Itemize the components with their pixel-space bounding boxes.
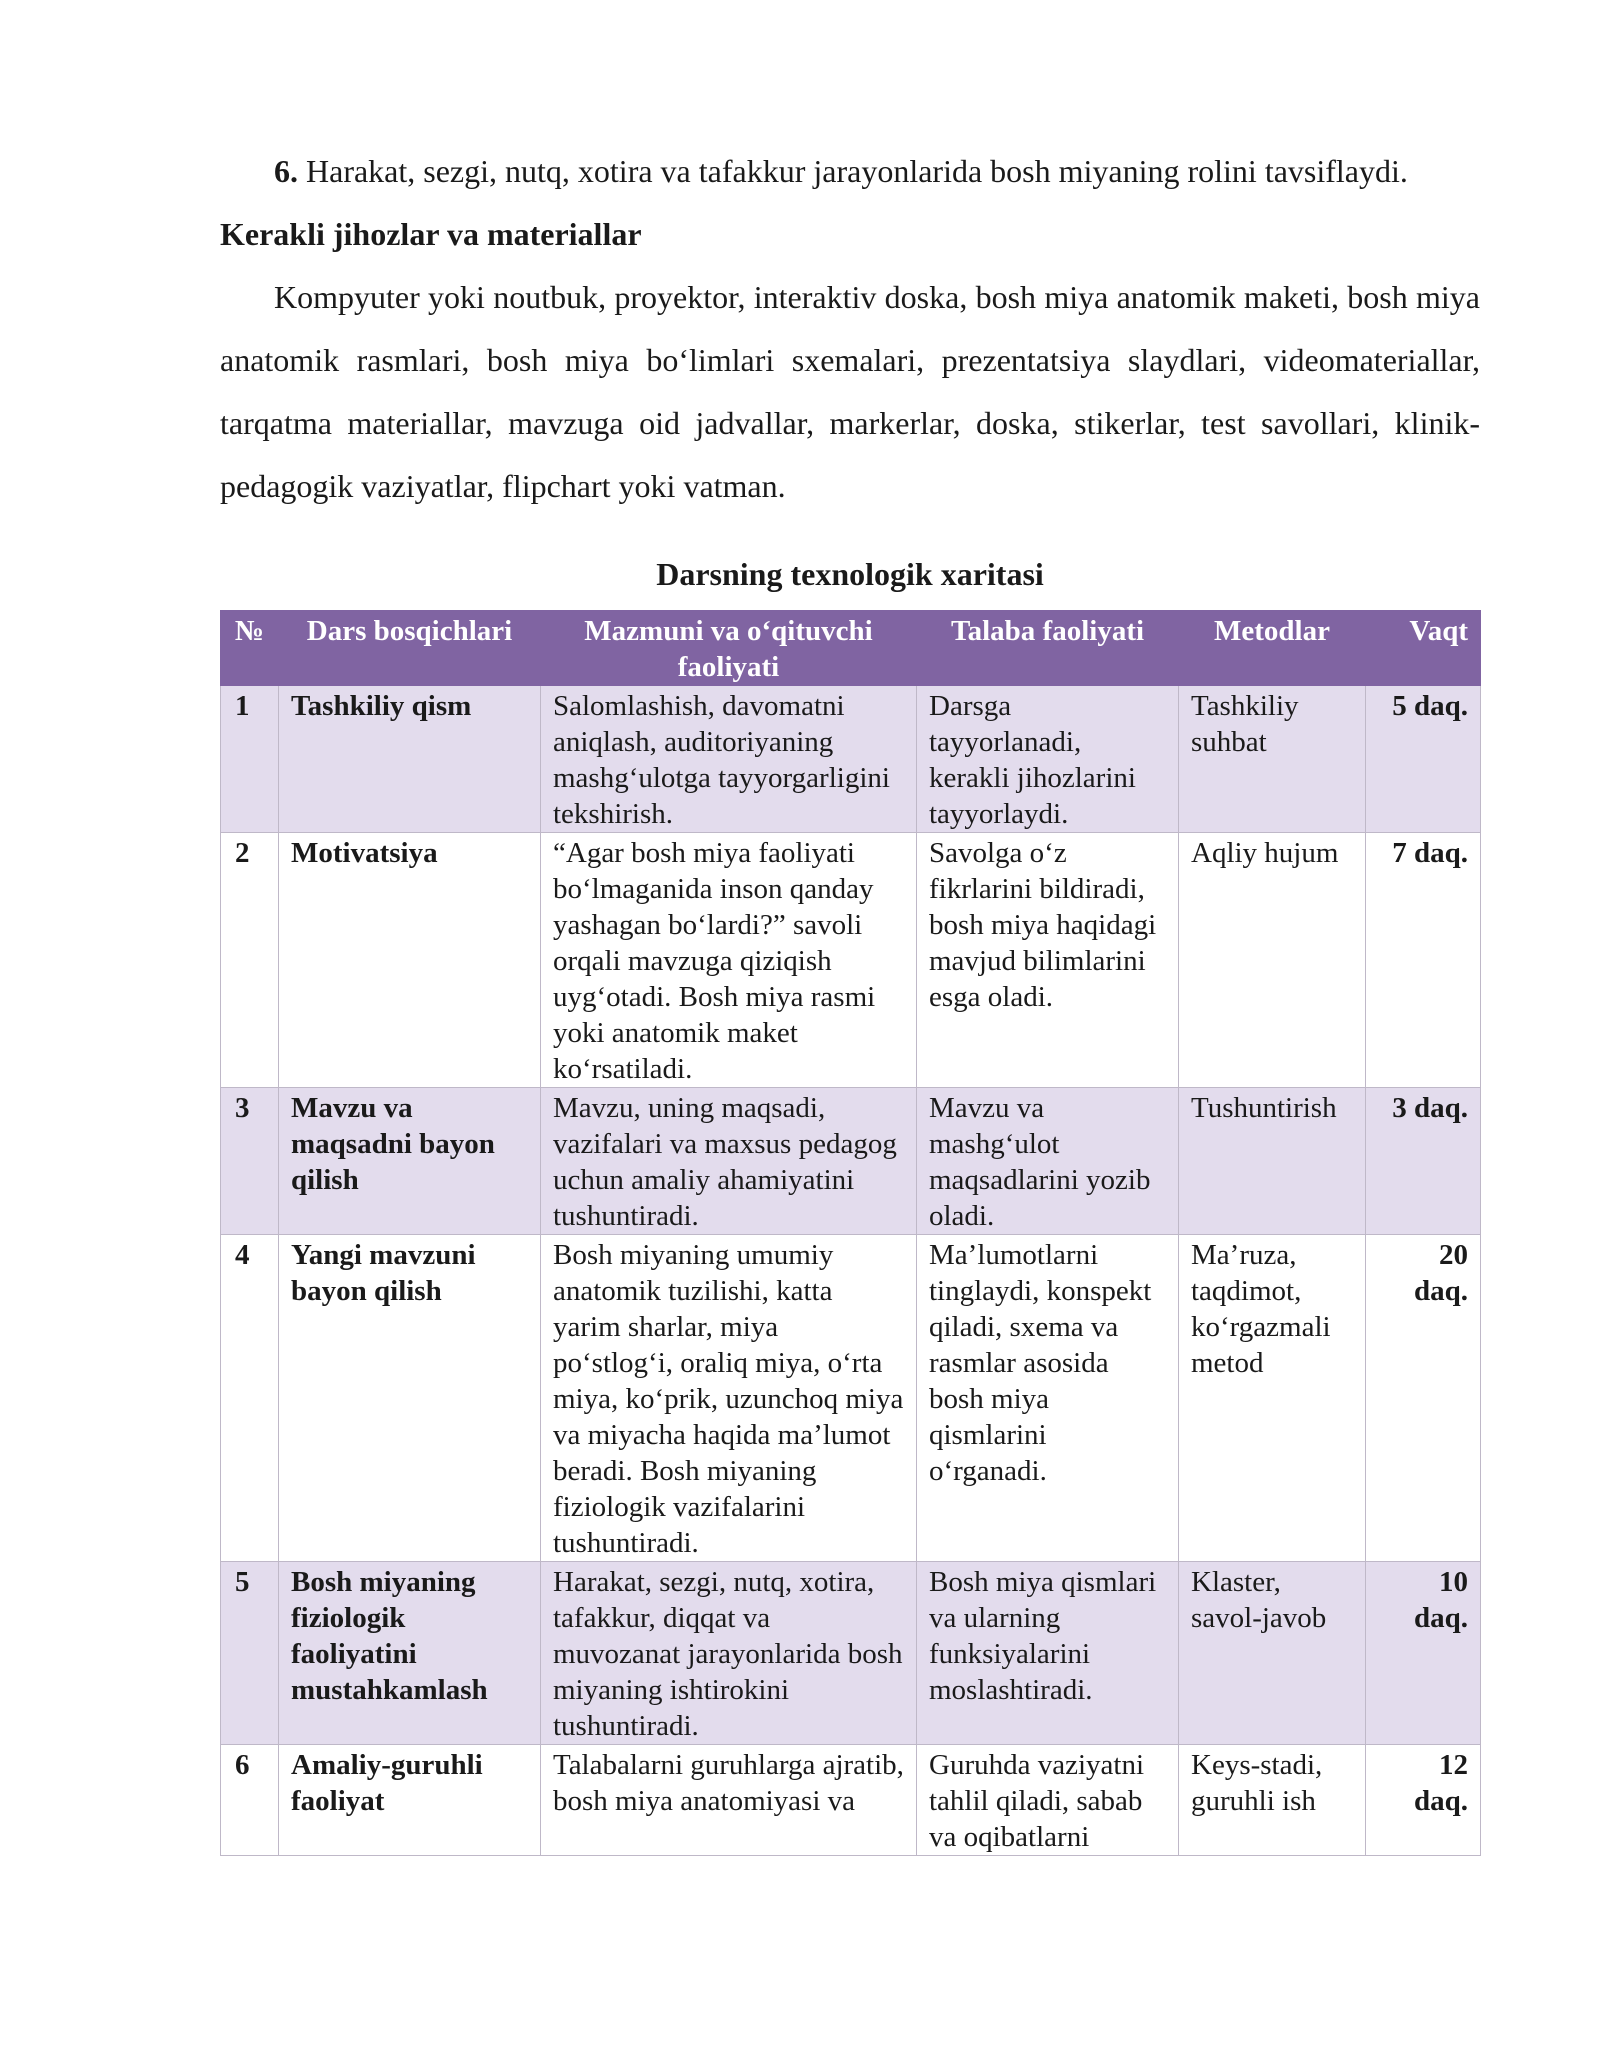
row-content: Bosh miyaning umumiy anatomik tuzilishi, katta yarim sharlar, miya po‘stlog‘i, oraliq miya, o‘rta miya, ko‘prik, uzunchoq miya va miyacha haqida ma’lumot beradi. Bosh miyaning fiziologik vazifalarini tushuntiradi.	[541, 1235, 917, 1562]
row-method: Ma’ruza, taqdimot, ko‘rgazmali metod	[1179, 1235, 1366, 1562]
row-stage: Tashkiliy qism	[279, 686, 541, 833]
row-method: Keys-stadi, guruhli ish	[1179, 1745, 1366, 1856]
row-method: Tashkiliy suhbat	[1179, 686, 1366, 833]
row-number: 6	[221, 1745, 279, 1856]
row-method: Tushuntirish	[1179, 1088, 1366, 1235]
materials-heading: Kerakli jihozlar va materiallar	[220, 216, 642, 252]
table-row	[221, 686, 1481, 833]
table-row	[221, 1088, 1481, 1235]
header-student: Talaba faoliyati	[917, 611, 1179, 686]
table-row	[221, 1745, 1481, 1856]
row-content: Mavzu, uning maqsadi, vazifalari va maxsus pedagog uchun amaliy ahamiyatini tushuntiradi.	[541, 1088, 917, 1235]
row-stage: Yangi mavzuni bayon qilish	[279, 1235, 541, 1562]
row-number: 3	[221, 1088, 279, 1235]
row-number: 2	[221, 833, 279, 1088]
objective-text: Harakat, sezgi, nutq, xotira va tafakkur jarayonlarida bosh miyaning rolini tavsiflaydi.	[306, 153, 1408, 189]
table-row	[221, 1235, 1481, 1562]
row-number: 1	[221, 686, 279, 833]
header-time: Vaqt	[1366, 611, 1481, 686]
materials-text: Kompyuter yoki noutbuk, proyektor, interaktiv doska, bosh miya anatomik maketi, bosh miya anatomik rasmlari, bosh miya bo‘limlari sxemalari, prezentatsiya slaydlari, videomateriallar, tarqatma materiallar, mavzuga oid jadvallar, markerlar, doska, stikerlar, test savollari, klinik-pedagogik vaziyatlar, flipchart yoki vatman.	[220, 279, 1480, 504]
row-time: 10 daq.	[1366, 1562, 1481, 1745]
objective-number: 6.	[274, 153, 298, 189]
row-time: 20 daq.	[1366, 1235, 1481, 1562]
row-student: Guruhda vaziyatni tahlil qiladi, sabab va oqibatlarni	[917, 1745, 1179, 1856]
row-method: Aqliy hujum	[1179, 833, 1366, 1088]
table-header-row	[221, 611, 1481, 686]
row-student: Ma’lumotlarni tinglaydi, konspekt qiladi, sxema va rasmlar asosida bosh miya qismlarini o‘rganadi.	[917, 1235, 1179, 1562]
table-row	[221, 833, 1481, 1088]
header-number: №	[221, 611, 279, 686]
table-row	[221, 1562, 1481, 1745]
row-time: 12 daq.	[1366, 1745, 1481, 1856]
row-stage: Amaliy-guruhli faoliyat	[279, 1745, 541, 1856]
header-method: Metodlar	[1179, 611, 1366, 686]
row-method: Klaster, savol-javob	[1179, 1562, 1366, 1745]
row-stage: Motivatsiya	[279, 833, 541, 1088]
row-student: Mavzu va mashg‘ulot maqsadlarini yozib oladi.	[917, 1088, 1179, 1235]
table-title: Darsning texnologik xaritasi	[656, 556, 1044, 592]
row-student: Bosh miya qismlari va ularning funksiyalarini moslashtiradi.	[917, 1562, 1179, 1745]
row-content: Harakat, sezgi, nutq, xotira, tafakkur, diqqat va muvozanat jarayonlarida bosh miyaning ishtirokini tushuntiradi.	[541, 1562, 917, 1745]
row-student: Darsga tayyorlanadi, kerakli jihozlarini tayyorlaydi.	[917, 686, 1179, 833]
objective-item	[220, 140, 1480, 203]
lesson-plan-table	[220, 610, 1481, 1856]
row-time: 3 daq.	[1366, 1088, 1481, 1235]
row-student: Savolga o‘z fikrlarini bildiradi, bosh miya haqidagi mavjud bilimlarini esga oladi.	[917, 833, 1179, 1088]
row-stage: Bosh miyaning fiziologik faoliyatini mustahkamlash	[279, 1562, 541, 1745]
row-number: 4	[221, 1235, 279, 1562]
row-stage: Mavzu va maqsadni bayon qilish	[279, 1088, 541, 1235]
row-content: Salomlashish, davomatni aniqlash, auditoriyaning mashg‘ulotga tayyorgarligini tekshirish.	[541, 686, 917, 833]
row-time: 5 daq.	[1366, 686, 1481, 833]
document-page	[220, 140, 1480, 1856]
row-content: “Agar bosh miya faoliyati bo‘lmaganida inson qanday yashagan bo‘lardi?” savoli orqali mavzuga qiziqish uyg‘otadi. Bosh miya rasmi yoki anatomik maket ko‘rsatiladi.	[541, 833, 917, 1088]
header-stage: Dars bosqichlari	[279, 611, 541, 686]
header-content: Mazmuni va o‘qituvchi faoliyati	[541, 611, 917, 686]
row-content: Talabalarni guruhlarga ajratib, bosh miya anatomiyasi va	[541, 1745, 917, 1856]
row-time: 7 daq.	[1366, 833, 1481, 1088]
row-number: 5	[221, 1562, 279, 1745]
